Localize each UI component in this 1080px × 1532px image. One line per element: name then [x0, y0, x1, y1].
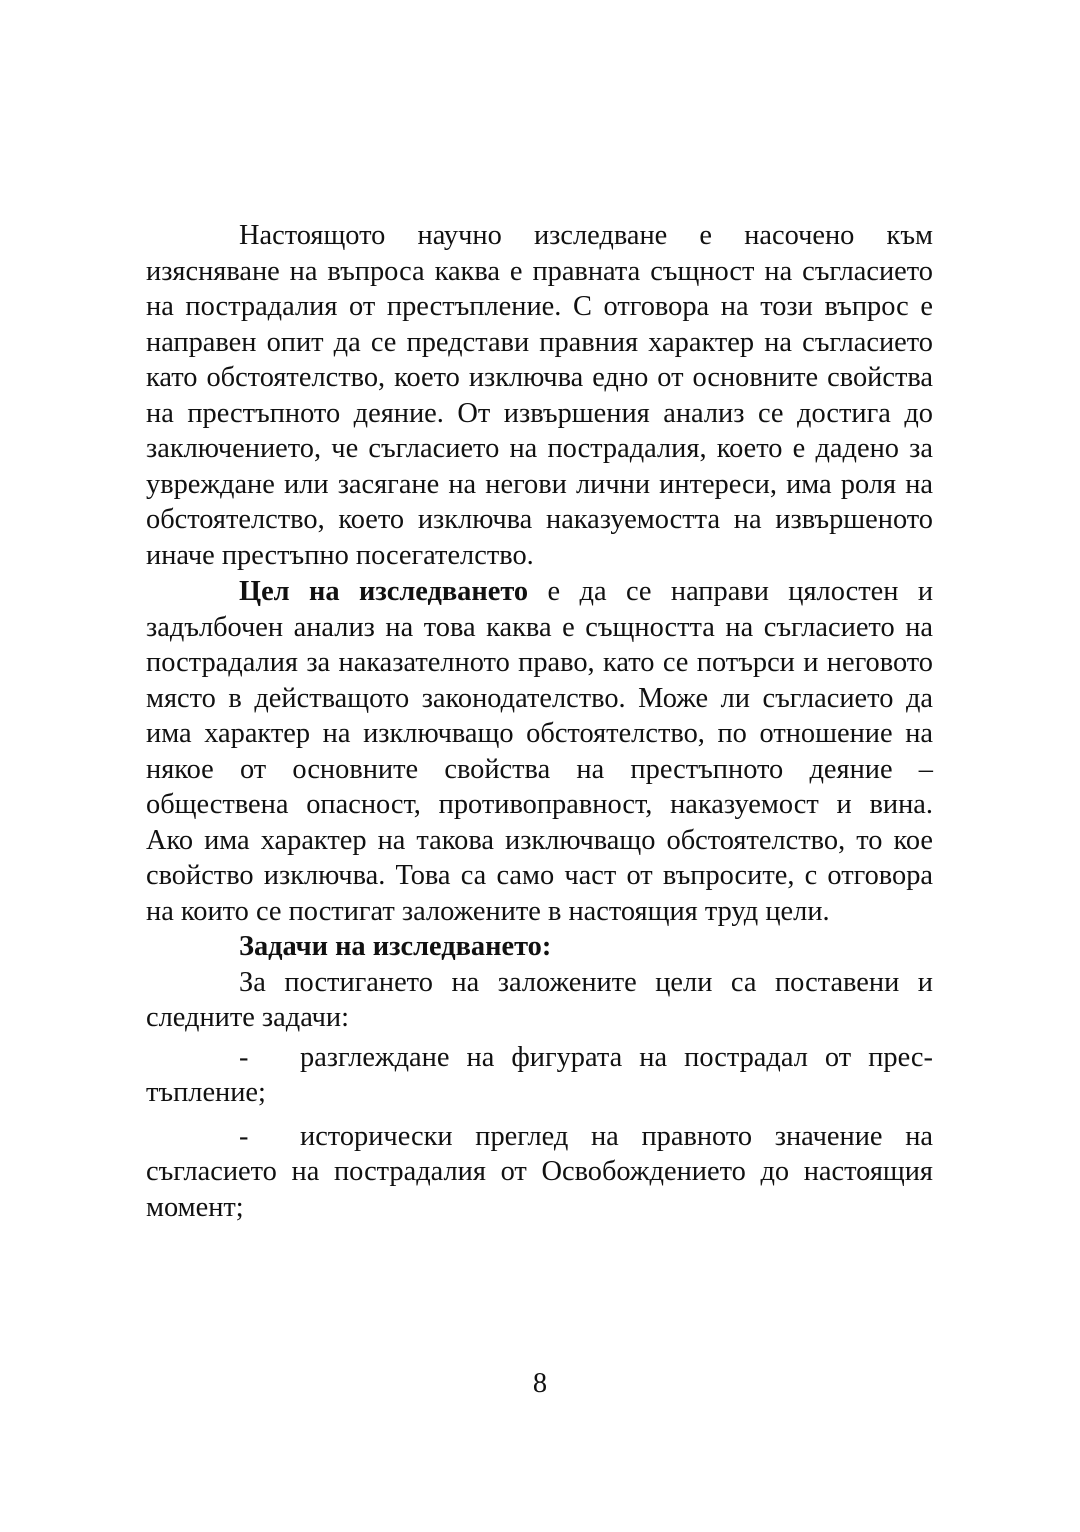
tasks-intro-paragraph: За постигането на заложените цели са поставени и следните задачи:: [146, 966, 933, 1033]
intro-paragraph: Настоящото научно изследване е насочено към изясняване на въпроса каква е правната същност на съгласието на пострадалия от престъпление. С отговора на този въпрос е направен опит да се представи правния характер на съгласието като обстоятелство, което изключва едно от основните свойства на престъпното деяние. От извършения анализ се достига до заключението, че съгласието на пострадалия, което е дадено за увреждане или засягане на негови лични интереси, има роля на обстоятелство, което изключва наказуемостта на извършеното иначе престъпно посегателство.: [146, 220, 933, 571]
goal-label: Цел на изследването: [239, 576, 529, 607]
page-body: [146, 218, 933, 1225]
task-item: [146, 1040, 933, 1111]
page-number: 8: [532, 1368, 548, 1399]
goal-paragraph: [146, 574, 933, 929]
tasks-heading: Задачи на изследването:: [239, 931, 552, 962]
task-dash: -: [239, 1041, 249, 1073]
task-dash: -: [239, 1120, 249, 1152]
task-item: [146, 1119, 933, 1226]
task-text: исторически преглед на правното значение на съгласието на пострадалия от Освобождението до настоящия момент;: [146, 1120, 933, 1223]
task-text: разглеждане на фигурата на пострадал от престъпление;: [146, 1041, 933, 1108]
goal-text: е да се направи цялостен и задълбочен анализ на това каква е същността на съгласието на пострадалия за наказателното право, като се потърси и неговото място в действащото законодателство. Може ли съгласието да има характер на изключващо обстоятелство, по отношение на някое от основните свойства на престъпното деяние – обществена опасност, противоправност, наказуемост и вина. Ако има характер на такова изключващо обстоятелство, то кое свойство изключва. Това са само част от въпросите, с отговора на които се постигат заложените в настоящия труд цели.: [146, 576, 934, 927]
